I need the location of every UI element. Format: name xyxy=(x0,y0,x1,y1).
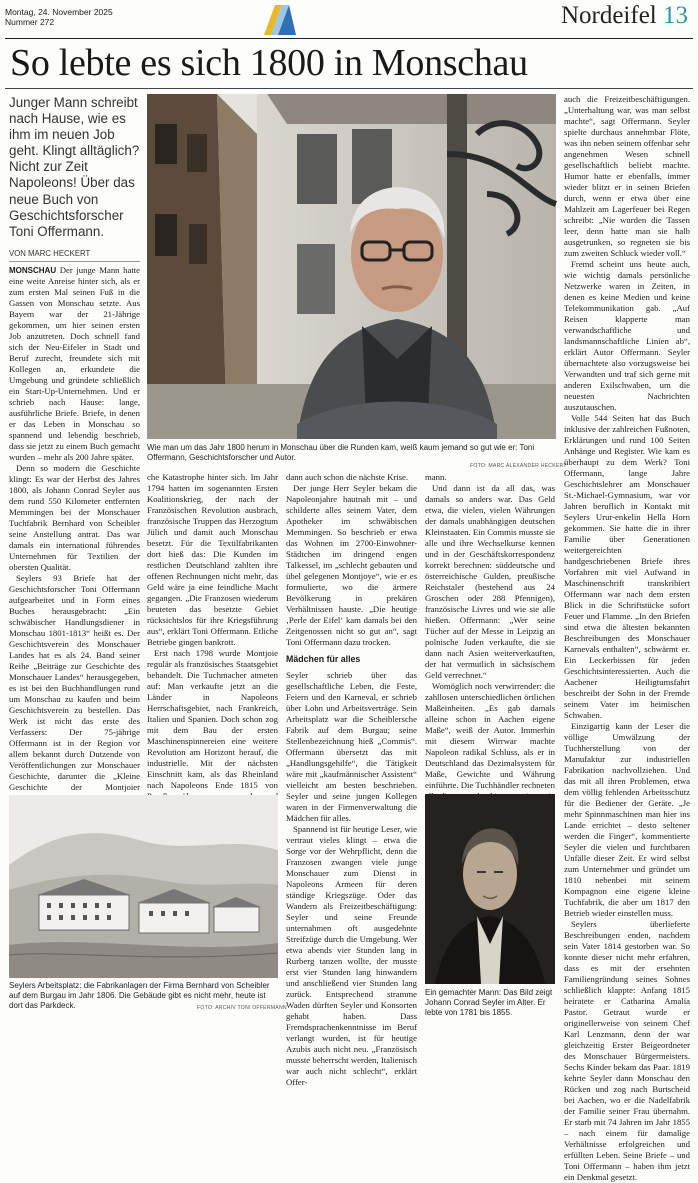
paragraph: auch die Freizeitbeschäftigungen. „Unterhaltung war, was man selbst machte“, sagt Offermann. Seyler spielte durchaus annehmbar Flöte, was ihn neben seinem offenbar sehr angenehmen Wesen schnell gesellschaftlich beliebt machte. Humor hatte er ebenfalls, immer wieder blitzt er in seinen Briefen durch, wenn er etwa über eine Mahlzeit am Lagerfeuer bei Regen schreibt: „Nie wurden die Tassen leer, denn hatte man sie halb ausgetrunken, so regneten sie bis zum zweiten Schluck wieder voll.“ xyxy=(564,94,690,258)
photo-credit: FOTO: MARC ALEXANDER HECKERT xyxy=(470,463,567,469)
section-name: Nordeifel xyxy=(560,2,657,29)
issue-number: Nummer 272 xyxy=(5,17,55,27)
text-column-4 xyxy=(425,472,555,794)
etching-illustration xyxy=(9,795,278,978)
paragraph: Womöglich noch verwirrender: die zahllosen unterschiedlichen örtlichen Maßeinheiten. „Es gab damals alleine schon in Aachen eigene Maße“, weiß der Autor. Immerhin mit diesem Wirrwar machte Napoleon radikal Schluss, als er in Deutschland das Dezimalsystem für Maße, Gewichte und Währung einführte. Die Tuchhändler rechneten xyxy=(425,681,555,790)
header-rule xyxy=(5,38,693,39)
portrait-illustration xyxy=(425,794,555,984)
date-line xyxy=(5,7,113,27)
paragraph: Der junge Herr Seyler bekam die Napoleonjahre hautnah mit – und schilderte alles seinem Vater, dem Apotheker im schwäbischen Memmingen. So beschrieb er etwa das Wohnen im 2700-Einwohner-Städtchen im dringend engen Talkessel, im „schlecht gebauten und übel gelegenen Montjoye“, wie er es formulierte, wo die ärmere Bevölkerung in prekären Verhältnissen hauste. „Die heutige ‚Perle der Eifel‘ kam damals bei den Zeitgenossen nicht so gut an“, sagt Toni Offermann dazu trocken. xyxy=(286,483,417,647)
caption-text: Wie man um das Jahr 1800 herum in Monschau über die Runden kam, weiß kaum jemand so gut wie er: Toni Offermann, Geschichtsforscher und Autor. xyxy=(147,443,535,462)
paragraph: che Katastrophe hinter sich. Im Jahr 1794 hatten im sogenannten Ersten Koalitionskrieg, der nach der Französischen Revolution ausbrach, französische Truppen das Herzogtum Jülich und damit auch Monschau besetzt. Für die Textilfabrikanten dort hieß das: Die Kunden im restlichen Deutschland zahlten ihre offenen Rechnungen nicht mehr, das Geld wäre ja eine feindliche Macht gegangen. „Die Franzosen wiederum beuteten das besetzte Gebiet rücksichtslos für ihre Kriegsführung aus“, erklärt Toni Offermann. Etliche Betriebe gingen bankrott. xyxy=(147,472,278,647)
portrait-photo-illustration xyxy=(147,94,556,439)
paragraph: Und dann ist da all das, was damals so anders war. Das Geld etwa, die vielen, vielen Währungen der damals unabhängigen deutschen Kleinstaaten. Ein Commis musste sie alle und ihre Wechselkurse kennen und in der Geschäftskorrespondenz korrekt berechnen: süddeutsche und österreichische Gulden, preußische Reichstaler (bestehend aus 24 Groschen oder 288 Pfennigen), französische Livres und wie sie alle hießen. Offermann: „Wer seine Tücher auf der Messe in Leipzig an polnische Juden verkaufte, die sie dann nach Asien weiterverkauften, der hat vermutlich in sächsischem Geld verrechnet.“ xyxy=(425,483,555,680)
paragraph: Einzigartig kann der Leser die völlige Umwälzung der Tuchherstellung von der Manufaktur zur industriellen Fabrikation nachvollziehen. Und das mit all ihren Problemen, etwa dem völlig fehlenden Arbeitsschutz für die Bediener der Geräte. „Je mehr Spinnmaschinen man hier ins Lande errichtet – desto seltener werden die Finger“, kommentierte Seyler die vielen und furchtbaren Unfälle dieser Zeit. Er wird selbst zum Unternehmer und gründet um 1810 nebenbei mit seinem Kompagnon eine eigene kleine Tuchfabrik, die aber um 1817 den Betrieb wieder einstellen muss. xyxy=(564,721,690,918)
headline: So lebte es sich 1800 in Monschau xyxy=(10,42,528,84)
page-number: 13 xyxy=(663,2,688,29)
main-photo-caption xyxy=(147,443,556,463)
paragraph: Fremd scheint uns heute auch, wie wichtig damals persönliche Netzwerke waren in Zeiten, in denen es keine Medien und keine Telekommunikation gab. „Auf Reisen klapperte man verwandschaftliche und landsmannschaftliche Linien ab“, erklärt Autor Offermann. Seyler übernachtete also vorzugsweise bei Verwandten und traf sich gerne mit anderen Exilschwaben, um die neuesten Nachrichten auszutauschen. xyxy=(564,259,690,412)
paragraph: Seyler schrieb über das gesellschaftliche Leben, die Feste, Feiern und den Karneval, er schrieb über Lohn und Arbeitsverträge. Sein Arbeitsplatz war die Scheiblersche Fabrik auf dem Burgau; seine Stellenbezeichnung hieß „Commis“. Offermann übersetzt das mit „Handlungsgehilfe“, die Tätigkeit wäre mit „kaufmännischer Assistent“ vielleicht am besten beschrieben. Seyler und seine jungen Kollegen waren in der Firmenverwaltung die Mädchen für alles. xyxy=(286,670,417,823)
caption-text: Ein gemachter Mann: Das Bild zeigt Johann Conrad Seyler im Alter. Er lebte von 1781 bis 1855. xyxy=(425,988,553,1017)
teaser: Junger Mann schreibt nach Hause, wie es ihm im neuen Job geht. Klingt alltäglich? Nicht zur Zeit Napoleons! Über das neue Buch von Geschichtsforscher Toni Offermann. xyxy=(9,95,140,239)
seyler-portrait xyxy=(425,794,555,1014)
paragraph: Denn so modern die Geschichte klingt: Es war der Herbst des Jahres 1800, als Johann Conrad Seyler aus dem rund 550 Kilometer entfernten Memmingen bei der Monschauer Tuchfabrik Bernhard von Scheibler seine Anstellung antrat. Das war damals ein international führendes Unternehmen für Textilien der obersten Qualität. xyxy=(9,463,140,572)
paragraph: Volle 544 Seiten hat das Buch inklusive der zahlreichen Fußnoten, Erklärungen und rund 100 Seiten Anhänge und Register. Wie kam es überhaupt zu dem Werk? Toni Offermann, lange Jahre Geschichtslehrer am Monschauer St.-Michael-Gymnasium, war vor Jahren beruflich in Kontakt mit Seylers Urur-enkelin Hella Horn gekommen. Sie hatte die in ihrer Familie über Generationen weitergereichten handgeschriebenen Briefe ihres Vorfahren mit viel Aufwand in Maschinenschrift transkribiert Offermann war nach dem ersten Blick in die Schriftstücke sofort Feuer und Flamme. „In den Briefen sind etwa die ältesten bekannten Beschreibungen des Monschauer Karnevals enthalten“, schwärmt er. Ein Leckerbissen für jeden Geschichtsinteressierten. Auch die Aachener Heiligtumsfahrt beschreibt der Sohn in der Fremde seinem Vater im heimischen Schwaben. xyxy=(564,413,690,720)
paragraph: Spannend ist für heutige Leser, wie vertraut vieles klingt – etwa die Sorge vor der Wehrpflicht, denn die Franzosen zwangen viele junge Monschauer zum Dienst in Napoleons Armeen für deren ständige Kriegszüge. Oder das Wandern als Freizeitbeschäftigung: Seyler und seine Freunde unternahmen oft ausgedehnte Streifzüge durch die Umgebung. Wer etwa abends vier Stunden lang in Rurberg tanzen wollte, der musste erst vier Stunden lang hinwandern und anschließend vier Stunden lang zurück. Entsprechend stramme Waden dürften Seyler und Konsorten gehabt haben. Dass Fremdsprachenkenntnisse im Beruf verlangt wurden, ist für heutige Azubis auch nicht neu. „Französisch musste beherrscht werden, Italienisch war auch nicht schlecht“, erklärt Offer- xyxy=(286,824,417,1087)
section-title xyxy=(561,2,688,30)
text-column-3 xyxy=(286,472,417,1087)
etching-credit: FOTO: ARCHIV TONI OFFERMANN xyxy=(197,1005,287,1011)
caption-text: Seylers Arbeitsplatz: die Fabrikanlagen der Firma Bernhard von Scheibler auf dem Burgau im Jahr 1806. Die Gebäude gibt es nicht mehr, heute ist dort das Parkdeck. xyxy=(9,981,270,1010)
factory-etching xyxy=(9,795,278,978)
headline-rule xyxy=(5,88,693,89)
paragraph: mann. xyxy=(425,472,447,482)
paragraph: Der junge Mann hatte eine weite Anreise hinter sich, als er zum ersten Mal seinen Fuß in die Gassen von Monschau setzte. Aus Bayern war der 21-Jährige gekommen, um hier seinen ersten Job anzutreten. Doch schnell fand sich der Neu-Eifeler in Stadt und Beruf zurecht, freundete sich mit Kollegen an, erkundete die Umgebung und gründete schließlich ein Start-Up-Unternehmen. Und er schrieb nach Hause: lange, ausführliche Briefe. Briefe, in denen er das Leben in Monschau so spannend und lebendig beschrieb, dass sie jetzt zu einem Buch gemacht wurden – mehr als 200 Jahre später. xyxy=(9,265,140,462)
paragraph: Seylers überlieferte Beschreibungen enden, nachdem sein Vater 1814 gestorben war. So konnte dieser nicht mehr erfahren, dass es mit der ersehnten Familiengründung seines Sohnes schließlich klappte: Anfang 1815 heiratete er Catharina Amalia Pastor. Getraut wurde er originellerweise von seinem Chef Karl Lenzmann, denn der war gleichzeitig Erster Beigeordneter des Monschauer Bürgermeisters. Sechs Kinder bekam das Paar. 1819 kehrte Seyler dann Monschau den Rücken und zog nach Burtscheid bei Aachen, wo er die Nadelfabrik der Familie seiner Frau übernahm. Er starb mit 74 Jahren im Jahr 1855 – nach einem für damalige Verhältnisse erfolgreichen und erfüllten Leben. Seine Briefe – und Toni Offermann – haben ihm jetzt ein Denkmal gesetzt. xyxy=(564,919,690,1182)
newspaper-logo xyxy=(262,3,298,37)
text-column-1 xyxy=(9,265,140,792)
main-photo xyxy=(147,94,556,439)
paragraph: Erst nach 1798 wurde Montjoie regulär als französisches Staatsgebiet behandelt. Die Tuchmacher atmeten auf: Man verkaufte jetzt an die Länder in Napoleons Herrschaftsgebiet, nach Frankreich, Italien und Spanien. Doch schon zog mit dem Bau der ersten Maschinenspinnereien eine weitere Revolution am Horizont herauf, die industrielle. Mit der nächsten Einschnitt kam, als das Rheinland nach Napoleons Ende 1815 von xyxy=(147,648,278,790)
dateline: MONSCHAU xyxy=(9,266,57,275)
paragraph: dann auch schon die nächste Krise. xyxy=(286,472,409,482)
text-column-5 xyxy=(564,94,690,1182)
subheading: Mädchen für alles xyxy=(286,654,361,664)
author-byline: VON MARC HECKERT xyxy=(9,249,140,262)
paragraph: Seylers 93 Briefe hat der Geschichtsforscher Toni Offermann aufgearbeitet und in Form eines Buches herausgebracht: „Ein schwäbischer Handlungsdiener in Monschau 1801-1813“ heißt es. Der Geschichtsverein des Monschauer Landes hat es als 24. Band seiner Reihe „Beiträge zur Geschichte des Monschauer Landes“ herausgegeben, es ist bei den Buchhandlungen rund um Monschau zu kaufen und beim Geschichtsverein zu bestellen. Das Werk ist nicht das erste des Verfassers: Der 75-jährige Offermann ist in der Region vor allem bekannt durch Dutzende von Veröffentlichungen zur Monschauer Geschichte, darunter die „Kleine Geschichte der Montjoier xyxy=(9,573,140,792)
publication-date: Montag, 24. November 2025 xyxy=(5,7,113,17)
portrait-caption xyxy=(425,988,555,1018)
